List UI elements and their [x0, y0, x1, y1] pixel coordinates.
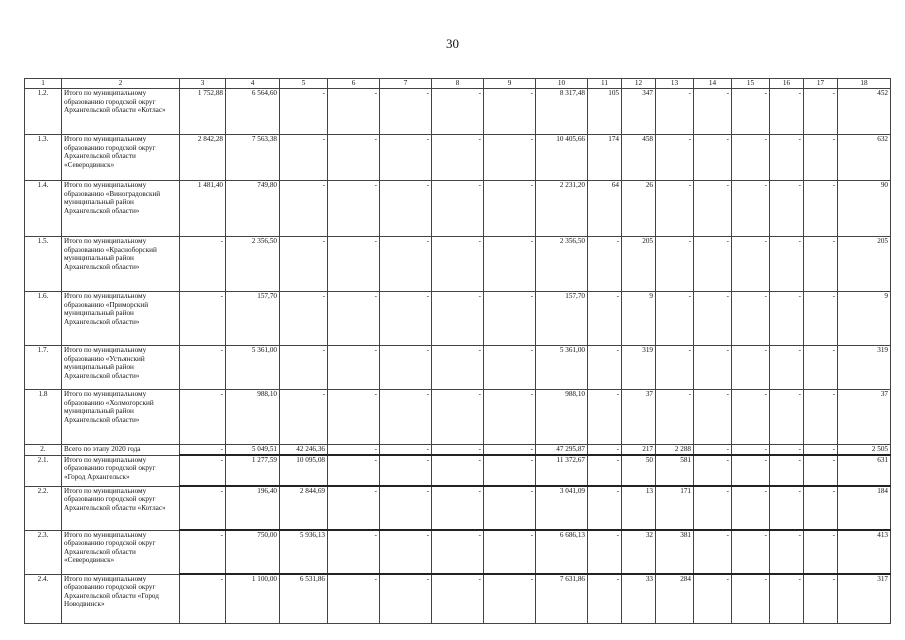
value-cell-6: - — [328, 237, 380, 292]
value-cell-17: - — [804, 445, 838, 456]
value-cell-11: - — [588, 445, 622, 456]
value-cell-6: - — [328, 530, 380, 574]
row-name-cell: Итого по муниципальному образованию городской округ Архангельской области «Котлас» — [62, 486, 180, 530]
value-cell-16: - — [770, 486, 804, 530]
value-cell-7: - — [380, 574, 432, 623]
value-cell-11: - — [588, 455, 622, 486]
value-cell-14: - — [694, 455, 732, 486]
table-body — [25, 79, 891, 624]
value-cell-9: - — [484, 455, 536, 486]
value-cell-3: - — [180, 237, 226, 292]
column-header: 3 — [180, 79, 226, 89]
value-cell-9: - — [484, 292, 536, 346]
value-cell-14: - — [694, 89, 732, 135]
value-cell-18: 205 — [838, 237, 891, 292]
value-cell-9: - — [484, 237, 536, 292]
value-cell-13: - — [656, 181, 694, 237]
row-name-cell: Итого по муниципальному образованию городской округ Архангельской области «Северодвинск» — [62, 530, 180, 574]
row-name-cell: Итого по муниципальному образованию городской округ Архангельской области «Котлас» — [62, 89, 180, 135]
value-cell-15: - — [732, 346, 770, 390]
value-cell-9: - — [484, 390, 536, 445]
value-cell-6: - — [328, 445, 380, 456]
row-number-cell: 2.4. — [25, 574, 62, 623]
value-cell-8: - — [432, 181, 484, 237]
value-cell-10: 8 317,48 — [536, 89, 588, 135]
value-cell-18: 319 — [838, 346, 891, 390]
value-cell-11: - — [588, 237, 622, 292]
value-cell-18: 2 505 — [838, 445, 891, 456]
value-cell-13: 171 — [656, 486, 694, 530]
value-cell-8: - — [432, 486, 484, 530]
value-cell-11: - — [588, 292, 622, 346]
value-cell-17: - — [804, 135, 838, 181]
row-name-cell: Итого по муниципальному образованию городской округ Архангельской области «Город Новодвинск» — [62, 574, 180, 623]
column-header: 2 — [62, 79, 180, 89]
value-cell-3: 1 752,88 — [180, 89, 226, 135]
value-cell-8: - — [432, 135, 484, 181]
value-cell-4: 1 277,59 — [226, 455, 280, 486]
value-cell-12: 50 — [622, 455, 656, 486]
value-cell-13: 284 — [656, 574, 694, 623]
row-name-cell: Итого по муниципальному образованию «Красноборский муниципальный район Архангельской области» — [62, 237, 180, 292]
value-cell-12: 26 — [622, 181, 656, 237]
value-cell-7: - — [380, 237, 432, 292]
value-cell-14: - — [694, 346, 732, 390]
value-cell-4: 7 563,38 — [226, 135, 280, 181]
value-cell-11: 105 — [588, 89, 622, 135]
value-cell-7: - — [380, 445, 432, 456]
row-name-cell: Всего по этапу 2020 года — [62, 445, 180, 456]
row-name-cell: Итого по муниципальному образованию «Холмогорский муниципальный район Архангельской области» — [62, 390, 180, 445]
value-cell-8: - — [432, 574, 484, 623]
value-cell-13: - — [656, 135, 694, 181]
value-cell-5: - — [280, 292, 328, 346]
value-cell-4: 5 361,00 — [226, 346, 280, 390]
value-cell-16: - — [770, 574, 804, 623]
column-header: 10 — [536, 79, 588, 89]
row-number-cell: 1.5. — [25, 237, 62, 292]
value-cell-3: 2 842,28 — [180, 135, 226, 181]
value-cell-4: 157,70 — [226, 292, 280, 346]
value-cell-18: 90 — [838, 181, 891, 237]
value-cell-18: 413 — [838, 530, 891, 574]
value-cell-10: 2 356,50 — [536, 237, 588, 292]
value-cell-17: - — [804, 390, 838, 445]
value-cell-11: 174 — [588, 135, 622, 181]
value-cell-15: - — [732, 292, 770, 346]
value-cell-4: 6 564,60 — [226, 89, 280, 135]
value-cell-17: - — [804, 455, 838, 486]
value-cell-12: 13 — [622, 486, 656, 530]
value-cell-4: 749,80 — [226, 181, 280, 237]
value-cell-5: 2 844,69 — [280, 486, 328, 530]
row-number-cell: 1.2. — [25, 89, 62, 135]
column-header-row — [25, 79, 891, 89]
value-cell-3: 1 481,40 — [180, 181, 226, 237]
value-cell-7: - — [380, 530, 432, 574]
value-cell-8: - — [432, 346, 484, 390]
value-cell-7: - — [380, 292, 432, 346]
row-number-cell: 2.3. — [25, 530, 62, 574]
value-cell-4: 196,40 — [226, 486, 280, 530]
value-cell-15: - — [732, 455, 770, 486]
row-number-cell: 1.3. — [25, 135, 62, 181]
value-cell-15: - — [732, 574, 770, 623]
value-cell-18: 9 — [838, 292, 891, 346]
column-header: 8 — [432, 79, 484, 89]
value-cell-12: 347 — [622, 89, 656, 135]
row-name-cell: Итого по муниципальному образованию городской округ «Город Архангельск» — [62, 455, 180, 486]
row-number-cell: 2. — [25, 445, 62, 456]
value-cell-15: - — [732, 89, 770, 135]
value-cell-10: 157,70 — [536, 292, 588, 346]
value-cell-7: - — [380, 89, 432, 135]
value-cell-17: - — [804, 237, 838, 292]
column-header: 6 — [328, 79, 380, 89]
value-cell-15: - — [732, 530, 770, 574]
value-cell-10: 10 405,66 — [536, 135, 588, 181]
value-cell-5: 10 095,08 — [280, 455, 328, 486]
value-cell-16: - — [770, 181, 804, 237]
value-cell-10: 6 686,13 — [536, 530, 588, 574]
table-row — [25, 89, 891, 135]
value-cell-9: - — [484, 346, 536, 390]
column-header: 5 — [280, 79, 328, 89]
value-cell-3: - — [180, 346, 226, 390]
value-cell-4: 988,10 — [226, 390, 280, 445]
value-cell-9: - — [484, 530, 536, 574]
row-number-cell: 1.7. — [25, 346, 62, 390]
value-cell-13: 2 288 — [656, 445, 694, 456]
value-cell-12: 9 — [622, 292, 656, 346]
row-name-cell: Итого по муниципальному образованию «Приморский муниципальный район Архангельской области» — [62, 292, 180, 346]
value-cell-3: - — [180, 292, 226, 346]
value-cell-9: - — [484, 89, 536, 135]
table-row — [25, 574, 891, 623]
row-name-cell: Итого по муниципальному образованию «Виноградовский муниципальный район Архангельской области» — [62, 181, 180, 237]
value-cell-15: - — [732, 445, 770, 456]
data-table — [24, 78, 891, 624]
value-cell-3: - — [180, 445, 226, 456]
table-row-total — [25, 445, 891, 456]
value-cell-13: - — [656, 346, 694, 390]
value-cell-14: - — [694, 135, 732, 181]
value-cell-6: - — [328, 455, 380, 486]
table-row — [25, 455, 891, 486]
value-cell-14: - — [694, 574, 732, 623]
value-cell-12: 37 — [622, 390, 656, 445]
column-header: 7 — [380, 79, 432, 89]
value-cell-5: - — [280, 237, 328, 292]
table-row — [25, 486, 891, 530]
value-cell-13: - — [656, 89, 694, 135]
value-cell-12: 319 — [622, 346, 656, 390]
value-cell-5: 6 531,86 — [280, 574, 328, 623]
column-header: 1 — [25, 79, 62, 89]
column-header: 16 — [770, 79, 804, 89]
value-cell-10: 3 041,09 — [536, 486, 588, 530]
column-header: 18 — [838, 79, 891, 89]
value-cell-14: - — [694, 530, 732, 574]
value-cell-7: - — [380, 181, 432, 237]
row-number-cell: 1.8 — [25, 390, 62, 445]
value-cell-13: - — [656, 292, 694, 346]
value-cell-15: - — [732, 237, 770, 292]
table-row — [25, 390, 891, 445]
table-row — [25, 237, 891, 292]
value-cell-12: 217 — [622, 445, 656, 456]
value-cell-18: 632 — [838, 135, 891, 181]
value-cell-14: - — [694, 181, 732, 237]
value-cell-15: - — [732, 135, 770, 181]
value-cell-18: 37 — [838, 390, 891, 445]
value-cell-13: 581 — [656, 455, 694, 486]
value-cell-17: - — [804, 530, 838, 574]
table-row — [25, 135, 891, 181]
value-cell-16: - — [770, 455, 804, 486]
value-cell-5: - — [280, 390, 328, 445]
value-cell-3: - — [180, 455, 226, 486]
value-cell-15: - — [732, 390, 770, 445]
value-cell-8: - — [432, 292, 484, 346]
value-cell-11: - — [588, 346, 622, 390]
value-cell-11: - — [588, 530, 622, 574]
value-cell-18: 452 — [838, 89, 891, 135]
value-cell-6: - — [328, 135, 380, 181]
value-cell-7: - — [380, 455, 432, 486]
value-cell-14: - — [694, 390, 732, 445]
value-cell-5: - — [280, 89, 328, 135]
value-cell-10: 7 631,86 — [536, 574, 588, 623]
row-number-cell: 2.1. — [25, 455, 62, 486]
table-row — [25, 530, 891, 574]
value-cell-17: - — [804, 292, 838, 346]
table-row — [25, 181, 891, 237]
row-name-cell: Итого по муниципальному образованию «Устьянский муниципальный район Архангельской области» — [62, 346, 180, 390]
value-cell-7: - — [380, 486, 432, 530]
value-cell-16: - — [770, 530, 804, 574]
value-cell-16: - — [770, 445, 804, 456]
value-cell-16: - — [770, 390, 804, 445]
page-number: 30 — [446, 36, 459, 51]
value-cell-6: - — [328, 574, 380, 623]
value-cell-12: 33 — [622, 574, 656, 623]
column-header: 12 — [622, 79, 656, 89]
row-number-cell: 1.4. — [25, 181, 62, 237]
value-cell-3: - — [180, 486, 226, 530]
value-cell-16: - — [770, 89, 804, 135]
value-cell-3: - — [180, 530, 226, 574]
value-cell-7: - — [380, 346, 432, 390]
column-header: 13 — [656, 79, 694, 89]
value-cell-8: - — [432, 445, 484, 456]
value-cell-9: - — [484, 181, 536, 237]
value-cell-11: - — [588, 390, 622, 445]
value-cell-6: - — [328, 390, 380, 445]
value-cell-14: - — [694, 292, 732, 346]
value-cell-13: - — [656, 237, 694, 292]
value-cell-6: - — [328, 292, 380, 346]
value-cell-16: - — [770, 346, 804, 390]
column-header: 17 — [804, 79, 838, 89]
value-cell-10: 11 372,67 — [536, 455, 588, 486]
value-cell-17: - — [804, 486, 838, 530]
value-cell-6: - — [328, 181, 380, 237]
value-cell-15: - — [732, 181, 770, 237]
value-cell-4: 2 356,50 — [226, 237, 280, 292]
table-row — [25, 346, 891, 390]
value-cell-3: - — [180, 390, 226, 445]
value-cell-17: - — [804, 181, 838, 237]
value-cell-14: - — [694, 237, 732, 292]
value-cell-8: - — [432, 89, 484, 135]
value-cell-14: - — [694, 445, 732, 456]
value-cell-7: - — [380, 135, 432, 181]
value-cell-5: - — [280, 135, 328, 181]
value-cell-18: 317 — [838, 574, 891, 623]
value-cell-15: - — [732, 486, 770, 530]
row-number-cell: 1.6. — [25, 292, 62, 346]
value-cell-5: - — [280, 346, 328, 390]
value-cell-8: - — [432, 237, 484, 292]
value-cell-4: 1 100,00 — [226, 574, 280, 623]
column-header: 14 — [694, 79, 732, 89]
value-cell-14: - — [694, 486, 732, 530]
value-cell-11: 64 — [588, 181, 622, 237]
value-cell-12: 32 — [622, 530, 656, 574]
column-header: 11 — [588, 79, 622, 89]
value-cell-10: 5 361,00 — [536, 346, 588, 390]
value-cell-8: - — [432, 455, 484, 486]
column-header: 4 — [226, 79, 280, 89]
value-cell-4: 5 049,51 — [226, 445, 280, 456]
value-cell-17: - — [804, 346, 838, 390]
value-cell-11: - — [588, 574, 622, 623]
value-cell-13: - — [656, 390, 694, 445]
column-header: 9 — [484, 79, 536, 89]
value-cell-16: - — [770, 292, 804, 346]
value-cell-9: - — [484, 445, 536, 456]
value-cell-7: - — [380, 390, 432, 445]
value-cell-16: - — [770, 135, 804, 181]
value-cell-5: - — [280, 181, 328, 237]
row-name-cell: Итого по муниципальному образованию городской округ Архангельской области «Северодвинск» — [62, 135, 180, 181]
value-cell-5: 42 246,36 — [280, 445, 328, 456]
value-cell-10: 2 231,20 — [536, 181, 588, 237]
value-cell-16: - — [770, 237, 804, 292]
value-cell-12: 205 — [622, 237, 656, 292]
value-cell-6: - — [328, 89, 380, 135]
value-cell-10: 47 295,87 — [536, 445, 588, 456]
value-cell-5: 5 936,13 — [280, 530, 328, 574]
value-cell-6: - — [328, 346, 380, 390]
value-cell-10: 988,10 — [536, 390, 588, 445]
value-cell-8: - — [432, 530, 484, 574]
value-cell-3: - — [180, 574, 226, 623]
column-header: 15 — [732, 79, 770, 89]
value-cell-9: - — [484, 574, 536, 623]
value-cell-13: 381 — [656, 530, 694, 574]
value-cell-18: 184 — [838, 486, 891, 530]
value-cell-17: - — [804, 574, 838, 623]
value-cell-18: 631 — [838, 455, 891, 486]
value-cell-11: - — [588, 486, 622, 530]
value-cell-9: - — [484, 135, 536, 181]
value-cell-9: - — [484, 486, 536, 530]
value-cell-8: - — [432, 390, 484, 445]
table-row — [25, 292, 891, 346]
value-cell-12: 458 — [622, 135, 656, 181]
value-cell-6: - — [328, 486, 380, 530]
value-cell-17: - — [804, 89, 838, 135]
value-cell-4: 750,00 — [226, 530, 280, 574]
row-number-cell: 2.2. — [25, 486, 62, 530]
